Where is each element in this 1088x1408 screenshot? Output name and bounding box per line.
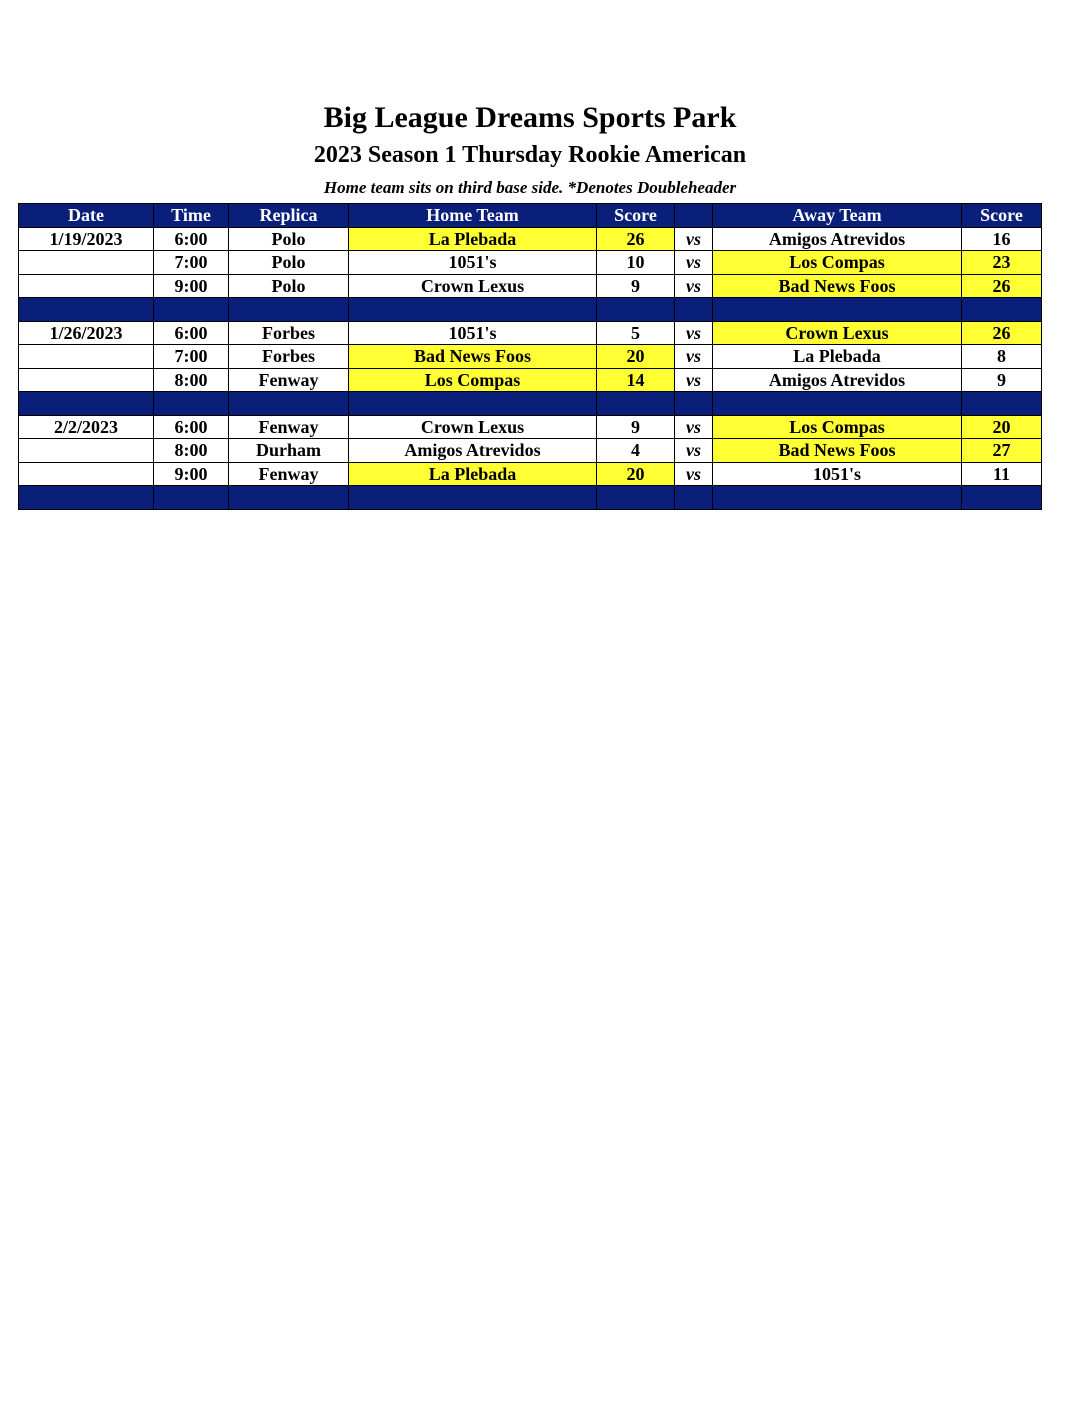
time-cell: 6:00 bbox=[154, 227, 229, 251]
vs-cell: vs bbox=[675, 321, 713, 345]
table-header-row bbox=[19, 204, 1042, 228]
table-row bbox=[19, 321, 1042, 345]
home-score-cell: 14 bbox=[597, 368, 675, 392]
vs-cell: vs bbox=[675, 368, 713, 392]
home-score-cell: 20 bbox=[597, 462, 675, 486]
separator-row bbox=[19, 298, 1042, 322]
header-vs bbox=[675, 204, 713, 228]
away-team-cell: Amigos Atrevidos bbox=[713, 227, 962, 251]
away-score-cell: 20 bbox=[962, 415, 1042, 439]
away-team-cell: Los Compas bbox=[713, 415, 962, 439]
replica-cell: Forbes bbox=[229, 345, 349, 369]
header-away-score: Score bbox=[962, 204, 1042, 228]
table-row bbox=[19, 274, 1042, 298]
home-team-cell: La Plebada bbox=[349, 227, 597, 251]
home-team-cell: 1051's bbox=[349, 321, 597, 345]
home-score-cell: 9 bbox=[597, 274, 675, 298]
date-cell: 1/26/2023 bbox=[19, 321, 154, 345]
page-title: Big League Dreams Sports Park bbox=[323, 101, 737, 134]
vs-cell: vs bbox=[675, 439, 713, 463]
header-home-score: Score bbox=[597, 204, 675, 228]
date-cell bbox=[19, 274, 154, 298]
date-cell bbox=[19, 368, 154, 392]
away-team-cell: Crown Lexus bbox=[713, 321, 962, 345]
away-score-cell: 16 bbox=[962, 227, 1042, 251]
header-date: Date bbox=[19, 204, 154, 228]
date-cell: 1/19/2023 bbox=[19, 227, 154, 251]
away-score-cell: 11 bbox=[962, 462, 1042, 486]
date-cell: 2/2/2023 bbox=[19, 415, 154, 439]
vs-cell: vs bbox=[675, 251, 713, 275]
home-score-cell: 10 bbox=[597, 251, 675, 275]
vs-cell: vs bbox=[675, 274, 713, 298]
home-team-cell: La Plebada bbox=[349, 462, 597, 486]
header-time: Time bbox=[154, 204, 229, 228]
time-cell: 9:00 bbox=[154, 462, 229, 486]
table-row bbox=[19, 227, 1042, 251]
header-replica: Replica bbox=[229, 204, 349, 228]
replica-cell: Fenway bbox=[229, 462, 349, 486]
replica-cell: Polo bbox=[229, 227, 349, 251]
time-cell: 7:00 bbox=[154, 345, 229, 369]
away-score-cell: 9 bbox=[962, 368, 1042, 392]
home-team-cell: Bad News Foos bbox=[349, 345, 597, 369]
vs-cell: vs bbox=[675, 227, 713, 251]
home-team-cell: Crown Lexus bbox=[349, 274, 597, 298]
separator-row bbox=[19, 486, 1042, 510]
vs-cell: vs bbox=[675, 345, 713, 369]
replica-cell: Fenway bbox=[229, 368, 349, 392]
home-score-cell: 5 bbox=[597, 321, 675, 345]
away-score-cell: 26 bbox=[962, 321, 1042, 345]
replica-cell: Durham bbox=[229, 439, 349, 463]
home-team-cell: Crown Lexus bbox=[349, 415, 597, 439]
vs-cell: vs bbox=[675, 462, 713, 486]
away-team-cell: Los Compas bbox=[713, 251, 962, 275]
date-cell bbox=[19, 462, 154, 486]
home-team-cell: Los Compas bbox=[349, 368, 597, 392]
away-team-cell: 1051's bbox=[713, 462, 962, 486]
time-cell: 9:00 bbox=[154, 274, 229, 298]
away-score-cell: 26 bbox=[962, 274, 1042, 298]
home-team-cell: 1051's bbox=[349, 251, 597, 275]
header-home-team: Home Team bbox=[349, 204, 597, 228]
time-cell: 7:00 bbox=[154, 251, 229, 275]
home-team-cell: Amigos Atrevidos bbox=[349, 439, 597, 463]
home-score-cell: 20 bbox=[597, 345, 675, 369]
away-team-cell: La Plebada bbox=[713, 345, 962, 369]
header-away-team: Away Team bbox=[713, 204, 962, 228]
home-score-cell: 9 bbox=[597, 415, 675, 439]
table-row bbox=[19, 251, 1042, 275]
time-cell: 6:00 bbox=[154, 415, 229, 439]
date-cell bbox=[19, 439, 154, 463]
replica-cell: Forbes bbox=[229, 321, 349, 345]
away-team-cell: Amigos Atrevidos bbox=[713, 368, 962, 392]
replica-cell: Polo bbox=[229, 251, 349, 275]
separator-row bbox=[19, 392, 1042, 416]
time-cell: 8:00 bbox=[154, 368, 229, 392]
table-row bbox=[19, 345, 1042, 369]
page-note: Home team sits on third base side. *Denotes Doubleheader bbox=[323, 178, 737, 197]
page-subtitle: 2023 Season 1 Thursday Rookie American bbox=[313, 142, 747, 168]
date-cell bbox=[19, 345, 154, 369]
time-cell: 8:00 bbox=[154, 439, 229, 463]
home-score-cell: 4 bbox=[597, 439, 675, 463]
table-row bbox=[19, 415, 1042, 439]
away-score-cell: 27 bbox=[962, 439, 1042, 463]
schedule-table bbox=[18, 203, 1042, 510]
date-cell bbox=[19, 251, 154, 275]
replica-cell: Fenway bbox=[229, 415, 349, 439]
vs-cell: vs bbox=[675, 415, 713, 439]
away-team-cell: Bad News Foos bbox=[713, 274, 962, 298]
table-row bbox=[19, 462, 1042, 486]
table-row bbox=[19, 439, 1042, 463]
home-score-cell: 26 bbox=[597, 227, 675, 251]
replica-cell: Polo bbox=[229, 274, 349, 298]
table-row bbox=[19, 368, 1042, 392]
time-cell: 6:00 bbox=[154, 321, 229, 345]
away-team-cell: Bad News Foos bbox=[713, 439, 962, 463]
away-score-cell: 8 bbox=[962, 345, 1042, 369]
away-score-cell: 23 bbox=[962, 251, 1042, 275]
